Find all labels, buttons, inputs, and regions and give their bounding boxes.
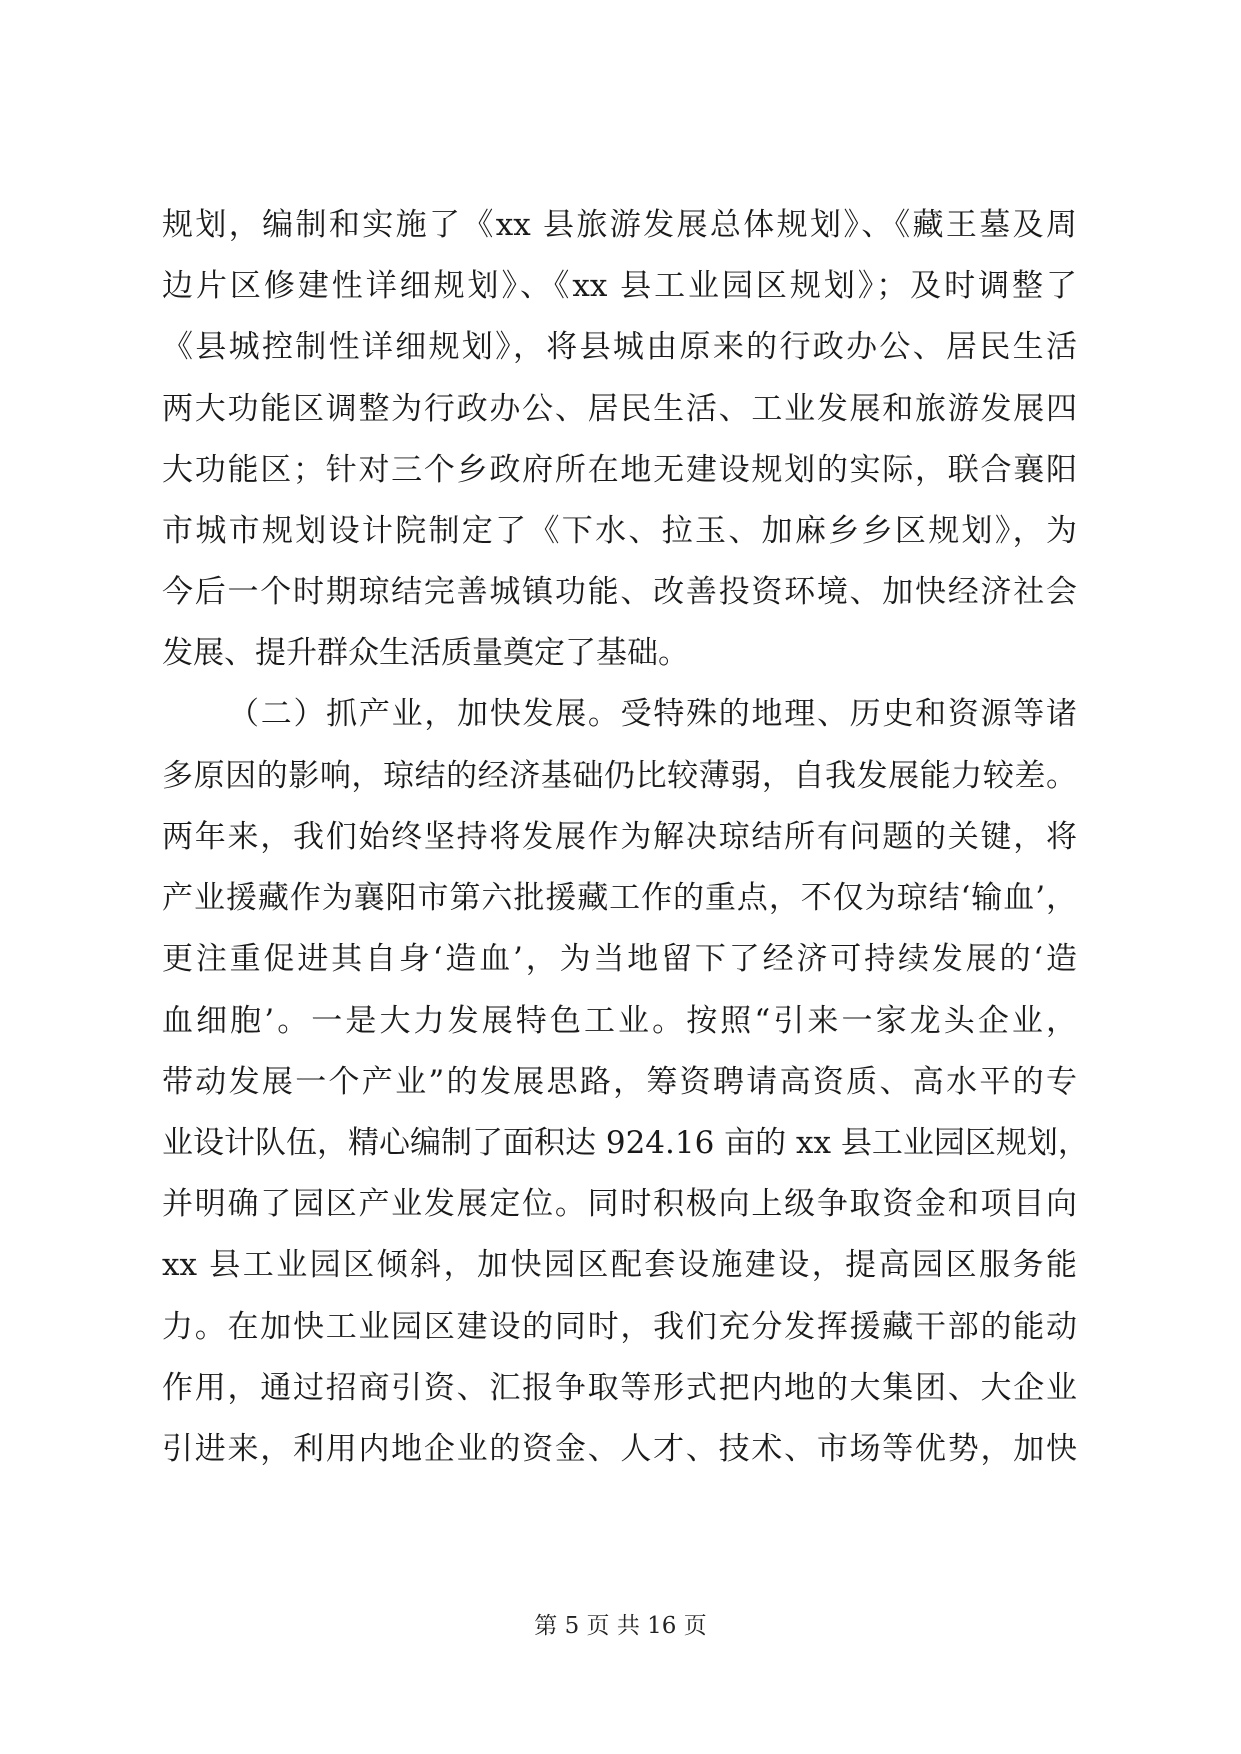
paragraph-1-line-3: 《县城控制性详细规划》，将县城由原来的行政办公、居民生活: [162, 329, 1077, 365]
paragraph-1-line-2: 边片区修建性详细规划》、《xx 县工业园区规划》；及时调整了: [162, 268, 1077, 304]
paragraph-1-line-8: 发展、提升群众生活质量奠定了基础。: [162, 635, 689, 671]
paragraph-2-line-11: 力。在加快工业园区建设的同时，我们充分发挥援藏干部的能动: [162, 1309, 1077, 1345]
paragraph-2-line-3: 两年来，我们始终坚持将发展作为解决琼结所有问题的关键，将: [162, 819, 1077, 855]
paragraph-2-line-9: 并明确了园区产业发展定位。同时积极向上级争取资金和项目向: [162, 1186, 1077, 1222]
paragraph-1-line-1: 规划，编制和实施了《xx 县旅游发展总体规划》、《藏王墓及周: [162, 207, 1077, 243]
paragraph-1-line-5: 大功能区；针对三个乡政府所在地无建设规划的实际，联合襄阳: [162, 452, 1077, 488]
paragraph-2-line-7: 带动发展一个产业”的发展思路，筹资聘请高资质、高水平的专: [162, 1064, 1077, 1100]
paragraph-2-line-1: （二）抓产业，加快发展。受特殊的地理、历史和资源等诸: [228, 696, 1077, 732]
paragraph-2-line-12: 作用，通过招商引资、汇报争取等形式把内地的大集团、大企业: [162, 1370, 1077, 1406]
paragraph-2-line-2: 多原因的影响，琼结的经济基础仍比较薄弱，自我发展能力较差。: [162, 758, 1077, 794]
paragraph-1-line-4: 两大功能区调整为行政办公、居民生活、工业发展和旅游发展四: [162, 391, 1077, 427]
paragraph-2-line-6: 血细胞’。一是大力发展特色工业。按照“引来一家龙头企业，: [162, 1003, 1077, 1039]
paragraph-2-line-4: 产业援藏作为襄阳市第六批援藏工作的重点，不仅为琼结‘输血’，: [162, 880, 1077, 916]
paragraph-2-line-8: 业设计队伍，精心编制了面积达 924.16 亩的 xx 县工业园区规划，: [162, 1125, 1089, 1161]
paragraph-2-line-5: 更注重促进其自身‘造血’，为当地留下了经济可持续发展的‘造: [162, 941, 1077, 977]
paragraph-1-line-6: 市城市规划设计院制定了《下水、拉玉、加麻乡乡区规划》，为: [162, 513, 1077, 549]
paragraph-2-line-13: 引进来，利用内地企业的资金、人才、技术、市场等优势，加快: [162, 1431, 1077, 1467]
paragraph-2-line-10: xx 县工业园区倾斜，加快园区配套设施建设，提高园区服务能: [162, 1247, 1077, 1283]
page-number-footer: 第 5 页 共 16 页: [534, 1613, 707, 1639]
paragraph-1-line-7: 今后一个时期琼结完善城镇功能、改善投资环境、加快经济社会: [162, 574, 1077, 610]
